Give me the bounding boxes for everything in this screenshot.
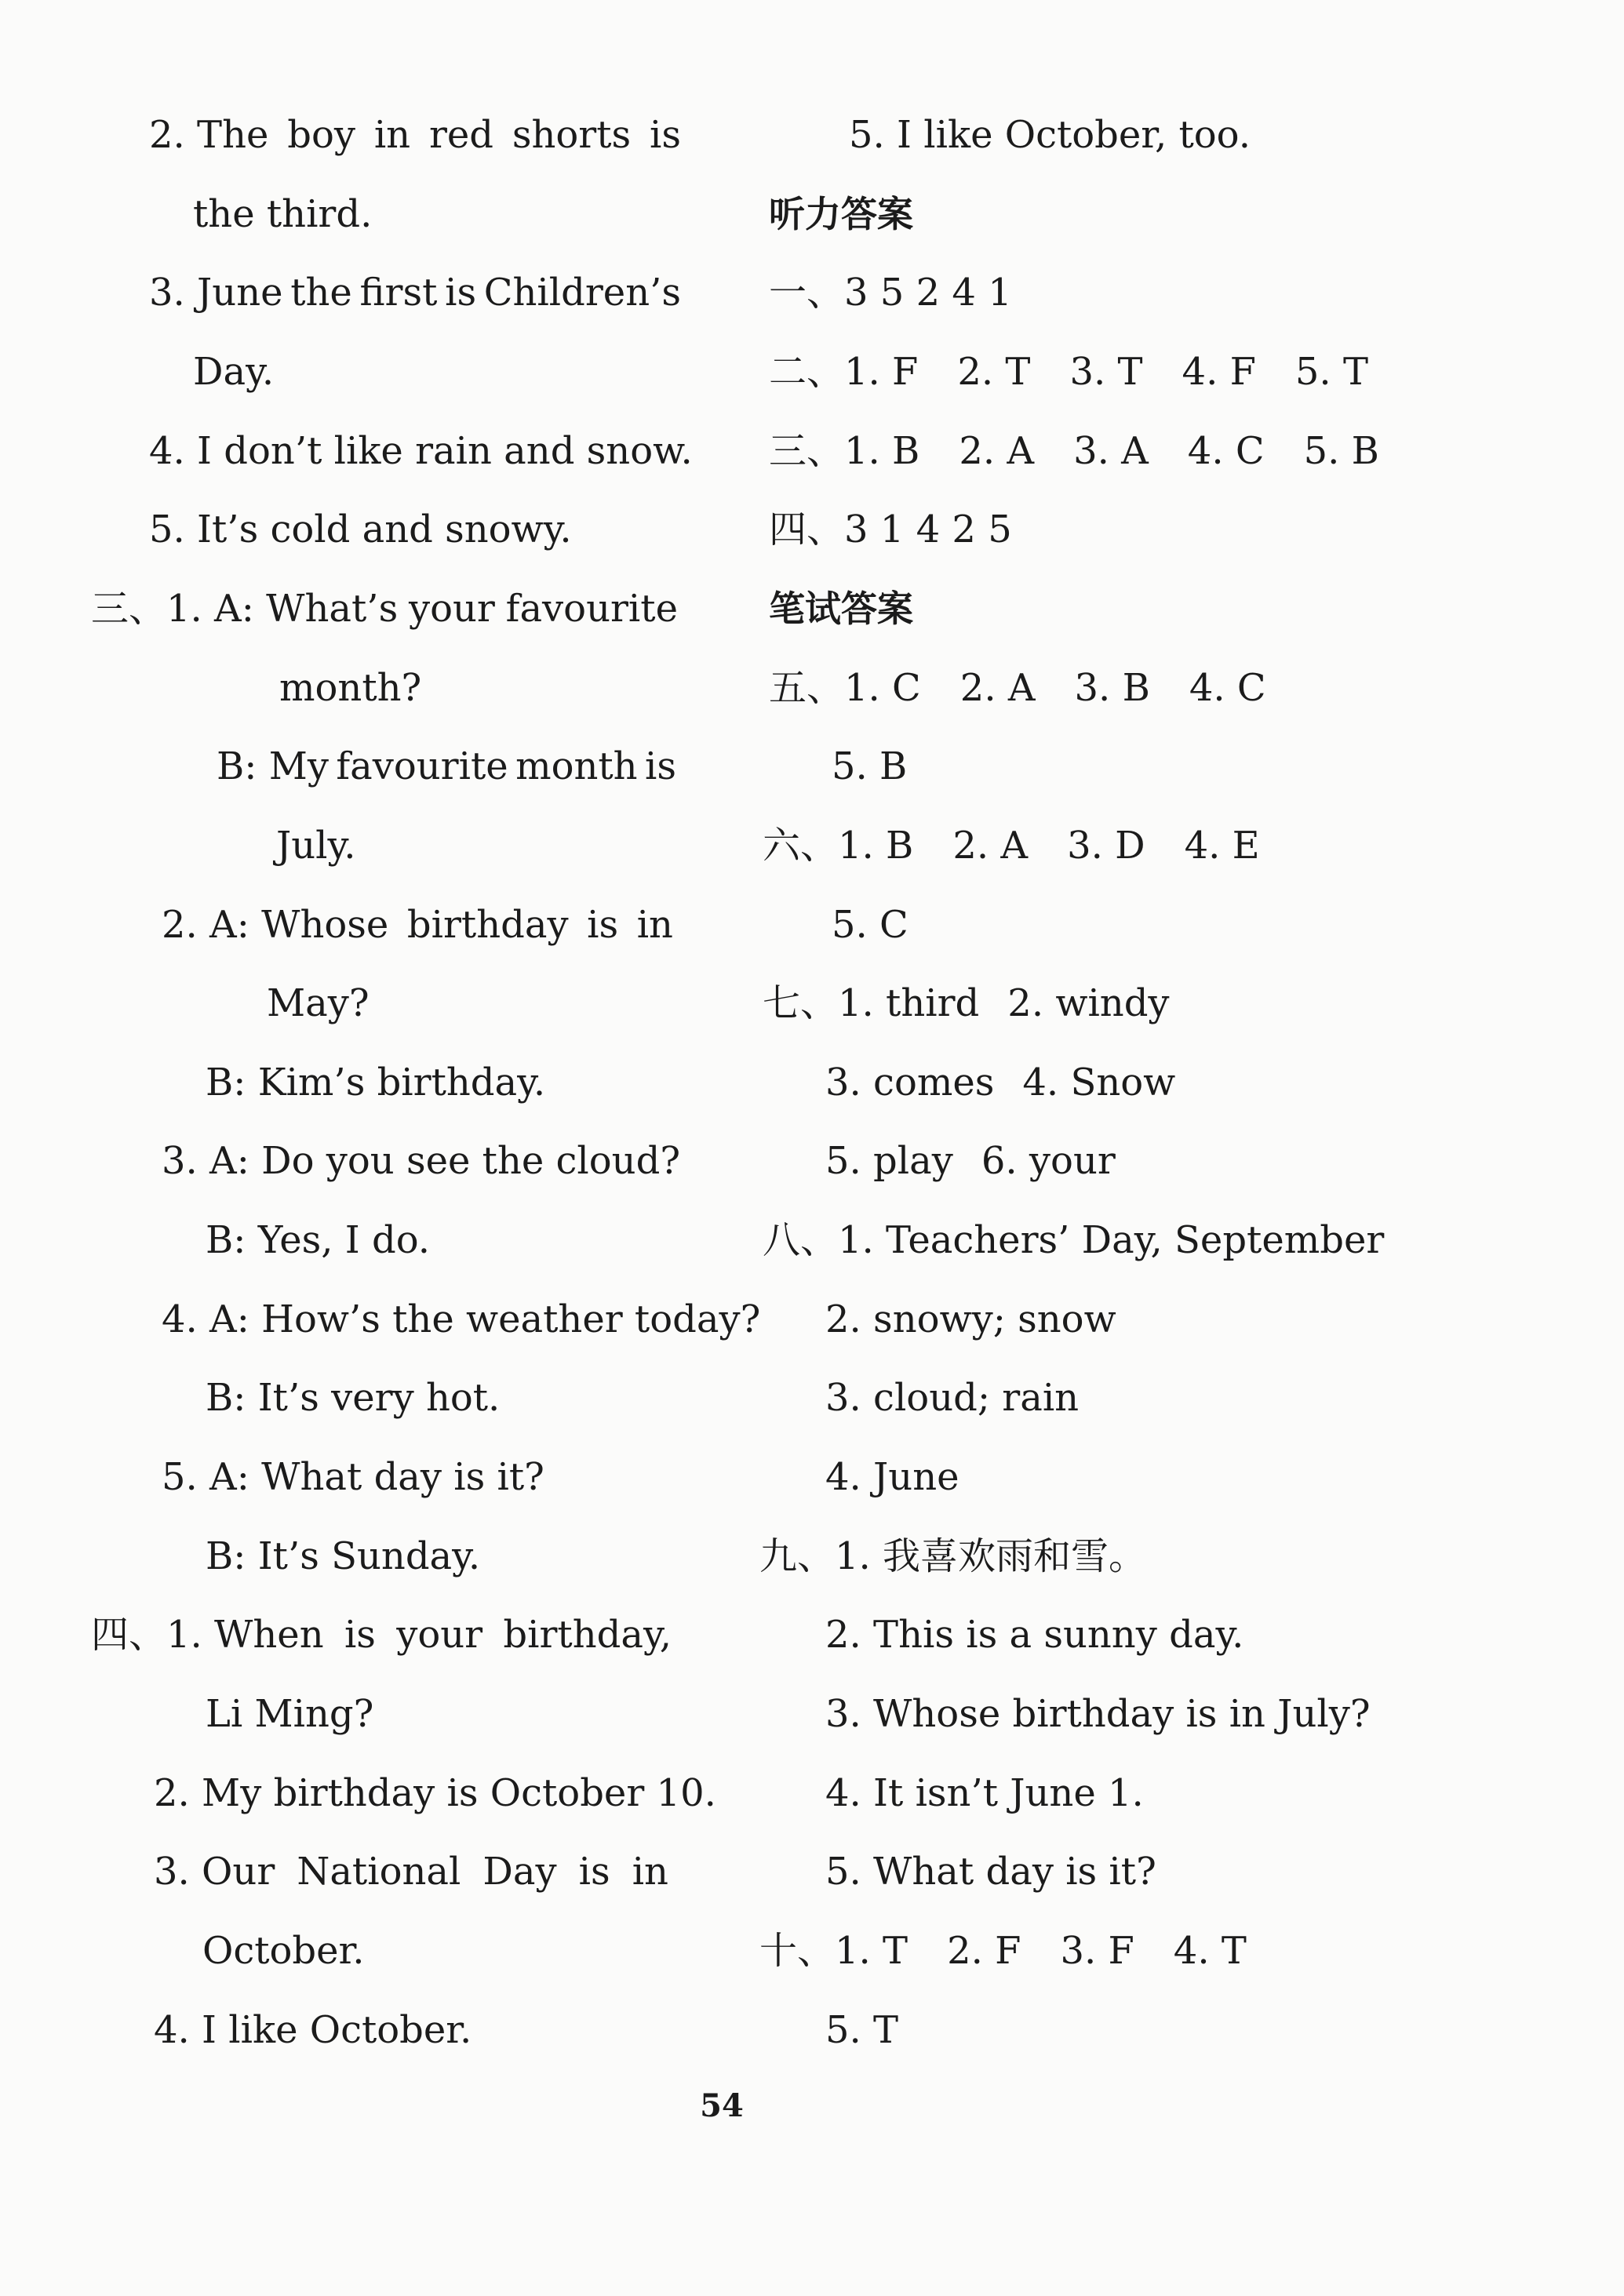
answer-line: October. (202, 1929, 365, 1973)
answer-line: Day. (193, 350, 275, 394)
page-number: 54 (700, 2087, 744, 2124)
answer-line: B: Kim’s birthday. (206, 1061, 546, 1104)
answer-line: 4. It isn’t June 1. (825, 1771, 1144, 1815)
answer-line: 2. This is a sunny day. (825, 1613, 1244, 1657)
listening-answers-heading: 听力答案 (769, 193, 913, 235)
answer-line: B: It’s very hot. (206, 1376, 501, 1420)
answer-line: 2. The boy in red shorts is (149, 113, 681, 157)
answer-line: 3. A: Do you see the cloud? (162, 1139, 681, 1183)
answer-line: 2. My birthday is October 10. (154, 1771, 716, 1815)
answer-line: 二、1. F 2. T 3. T 4. F 5. T (769, 350, 1368, 394)
answer-line: 四、3 1 4 2 5 (769, 508, 1012, 551)
answer-line: B: Yes, I do. (206, 1218, 431, 1262)
answer-line: 4. I don’t like rain and snow. (149, 429, 693, 473)
answer-line: 4. I like October. (154, 2008, 472, 2052)
answer-line: B: My favourite month is (217, 744, 676, 788)
answer-line: 2. A: Whose birthday is in (162, 903, 673, 947)
answer-line: 三、1. B 2. A 3. A 4. C 5. B (769, 429, 1379, 473)
answer-line: Li Ming? (206, 1692, 374, 1736)
answer-line: May? (267, 981, 370, 1025)
answer-line: July. (276, 824, 356, 868)
answer-line: 八、1. Teachers’ Day, September (763, 1218, 1385, 1262)
answer-line: 5. It’s cold and snowy. (149, 508, 572, 551)
answer-line: 5. T (825, 2008, 899, 2052)
answer-line: 3. Our National Day is in (154, 1850, 668, 1894)
answer-line: 3. June the first is Children’s (149, 271, 681, 315)
answer-line: 十、1. T 2. F 3. F 4. T (759, 1929, 1247, 1973)
answer-line: 5. B (832, 744, 908, 788)
answer-line: 一、3 5 2 4 1 (769, 271, 1012, 315)
answer-line: the third. (193, 192, 373, 236)
answer-line: B: It’s Sunday. (206, 1534, 481, 1578)
answer-line: 5. A: What day is it? (162, 1455, 544, 1499)
answer-line: 4. A: How’s the weather today? (162, 1297, 761, 1341)
answer-line: 5. C (832, 903, 908, 947)
answer-line: 3. comes 4. Snow (825, 1061, 1176, 1104)
answer-line: 七、1. third 2. windy (763, 981, 1170, 1025)
section-four-line: 四、1. When is your birthday, (91, 1613, 672, 1657)
answer-line: 2. snowy; snow (825, 1297, 1116, 1341)
answer-line: 5. What day is it? (825, 1850, 1156, 1894)
answer-line: 五、1. C 2. A 3. B 4. C (769, 666, 1266, 710)
answer-line: 3. cloud; rain (825, 1376, 1080, 1420)
answer-line: 4. June (825, 1455, 959, 1499)
answer-line: 5. play 6. your (825, 1139, 1116, 1183)
answer-line: 5. I like October, too. (849, 113, 1251, 157)
answer-line: 九、1. 我喜欢雨和雪。 (759, 1534, 1147, 1578)
answer-line: 六、1. B 2. A 3. D 4. E (763, 824, 1260, 868)
answer-line: 3. Whose birthday is in July? (825, 1692, 1371, 1736)
section-three-line: 三、1. A: What’s your favourite (91, 587, 678, 631)
answer-line: month? (279, 666, 422, 710)
written-answers-heading: 笔试答案 (769, 588, 913, 630)
